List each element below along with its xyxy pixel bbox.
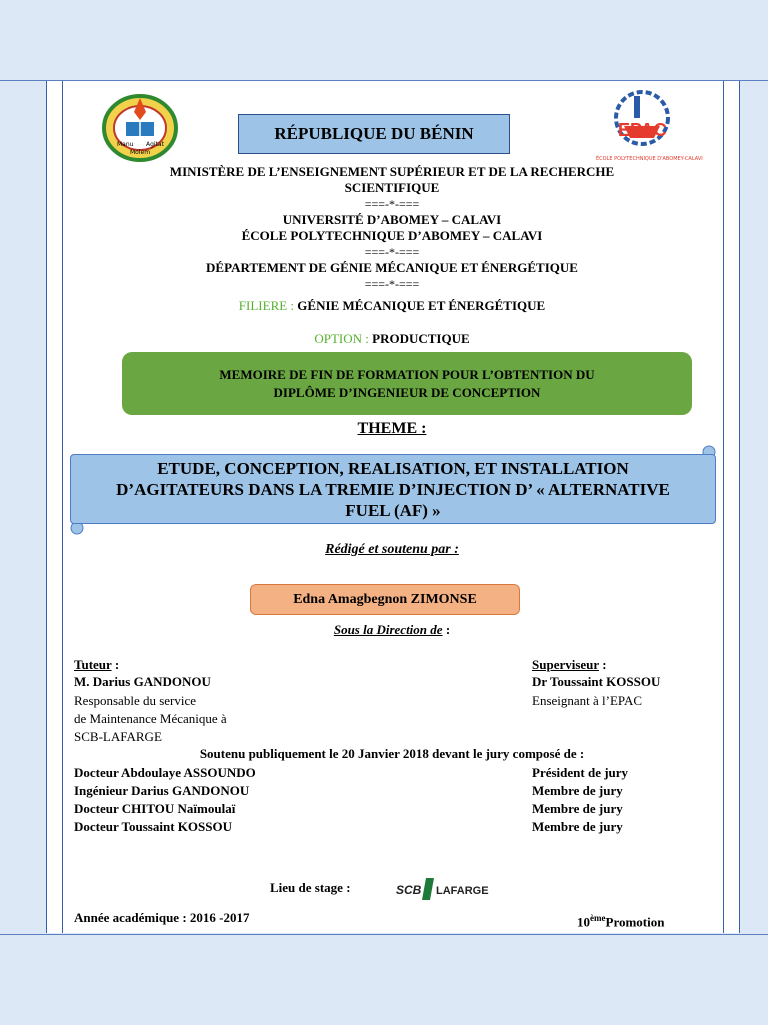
right-border bbox=[739, 81, 740, 933]
tuteur-role2: de Maintenance Mécanique à bbox=[74, 711, 227, 726]
stage-label: Lieu de stage : bbox=[270, 880, 351, 895]
promotion bbox=[577, 909, 664, 931]
superviseur-name: Dr Toussaint KOSSOU bbox=[532, 674, 661, 689]
direction-line bbox=[62, 622, 722, 638]
ministry-line2: SCIENTIFIQUE bbox=[344, 180, 440, 195]
ministry-block bbox=[62, 164, 722, 292]
option-line bbox=[62, 331, 722, 347]
jury-member-name: Docteur Toussaint KOSSOU bbox=[74, 819, 232, 834]
logo-text-manu: Manu bbox=[117, 141, 134, 148]
theme-label: THEME : bbox=[357, 420, 427, 437]
academic-year: Année académique : 2016 -2017 bbox=[74, 910, 250, 925]
jury-member-name: Docteur CHITOU Naïmoulaï bbox=[74, 801, 236, 816]
superviseur-colon: : bbox=[598, 657, 607, 672]
promotion-suffix: ème bbox=[590, 913, 606, 923]
university-name: UNIVERSITÉ D’ABOMEY – CALAVI bbox=[282, 212, 502, 227]
theme-banner bbox=[70, 454, 716, 524]
school-name: ÉCOLE POLYTECHNIQUE D’ABOMEY – CALAVI bbox=[241, 228, 543, 243]
theme-line2: D’AGITATEURS DANS LA TREMIE D’INJECTION D’ « ALTERNATIVE bbox=[116, 479, 670, 499]
tuteur-header bbox=[74, 656, 119, 674]
direction-colon: : bbox=[442, 622, 451, 637]
top-band bbox=[0, 0, 768, 81]
theme-line1: ETUDE, CONCEPTION, REALISATION, ET INSTALLATION bbox=[157, 458, 629, 478]
bottom-band bbox=[0, 934, 768, 1025]
author-name: Edna Amagbegnon ZIMONSE bbox=[293, 591, 477, 607]
filiere-line bbox=[62, 298, 722, 314]
tuteur-label: Tuteur bbox=[74, 657, 112, 672]
theme-line3: FUEL (AF) » bbox=[345, 500, 441, 520]
jury-member-name: Docteur Abdoulaye ASSOUNDO bbox=[74, 765, 256, 780]
memoire-line1: MEMOIRE DE FIN DE FORMATION POUR L’OBTENTION DU bbox=[219, 366, 595, 382]
memoire-line2: DIPLÔME D’INGENIEUR DE CONCEPTION bbox=[273, 384, 541, 400]
tuteur-role1: Responsable du service bbox=[74, 693, 197, 708]
epac-logo-text: EPAC bbox=[618, 120, 667, 140]
superviseur-label: Superviseur bbox=[532, 657, 599, 672]
right-border-inner bbox=[723, 81, 724, 933]
tuteur-role3: SCB-LAFARGE bbox=[74, 729, 162, 744]
left-border bbox=[46, 81, 47, 933]
superviseur-header bbox=[532, 656, 607, 674]
jury-member-role: Membre de jury bbox=[532, 801, 623, 816]
jury-intro: Soutenu publiquement le 20 Janvier 2018 devant le jury composé de : bbox=[199, 746, 585, 761]
filiere-value: GÉNIE MÉCANIQUE ET ÉNERGÉTIQUE bbox=[297, 298, 546, 313]
department-name: DÉPARTEMENT DE GÉNIE MÉCANIQUE ET ÉNERGÉTIQUE bbox=[206, 260, 578, 275]
republic-box bbox=[238, 114, 510, 154]
epac-logo bbox=[594, 86, 703, 164]
promotion-number: 10 bbox=[577, 914, 590, 930]
promotion-label: Promotion bbox=[605, 914, 665, 930]
tuteur-colon: : bbox=[111, 657, 120, 672]
jury-member-name: Ingénieur Darius GANDONOU bbox=[74, 783, 250, 798]
author-name-box bbox=[250, 584, 520, 615]
jury-member-role: Membre de jury bbox=[532, 819, 623, 834]
direction-label: Sous la Direction de bbox=[333, 622, 443, 637]
republic-title: RÉPUBLIQUE DU BÉNIN bbox=[274, 124, 474, 143]
ministry-line1: MINISTÈRE DE L’ENSEIGNEMENT SUPÉRIEUR ET DE LA RECHERCHE bbox=[169, 164, 615, 179]
logo-text-molem: Molem bbox=[130, 149, 151, 156]
lafarge-logo bbox=[394, 876, 502, 902]
separator-3: ===-*-=== bbox=[364, 277, 420, 291]
logo-text-agitat: Agitat bbox=[146, 141, 164, 148]
epac-logo-caption: ÉCOLE POLYTECHNIQUE D'ABOMEY-CALAVI bbox=[596, 156, 703, 162]
superviseur-role: Enseignant à l’EPAC bbox=[532, 693, 643, 708]
option-label: OPTION : bbox=[314, 331, 369, 346]
jury-member-role: Membre de jury bbox=[532, 783, 623, 798]
university-logo bbox=[102, 90, 178, 162]
separator-1: ===-*-=== bbox=[364, 197, 420, 211]
option-value: PRODUCTIQUE bbox=[372, 331, 470, 346]
filiere-label: FILIERE : bbox=[238, 298, 295, 313]
jury-member-role: Président de jury bbox=[532, 765, 629, 780]
memoire-box bbox=[122, 352, 692, 415]
lafarge-scb-text: SCB bbox=[396, 883, 422, 897]
lafarge-name-text: LAFARGE bbox=[436, 885, 489, 897]
separator-2: ===-*-=== bbox=[364, 245, 420, 259]
tuteur-name: M. Darius GANDONOU bbox=[74, 674, 211, 689]
author-label: Rédigé et soutenu par : bbox=[325, 542, 459, 557]
